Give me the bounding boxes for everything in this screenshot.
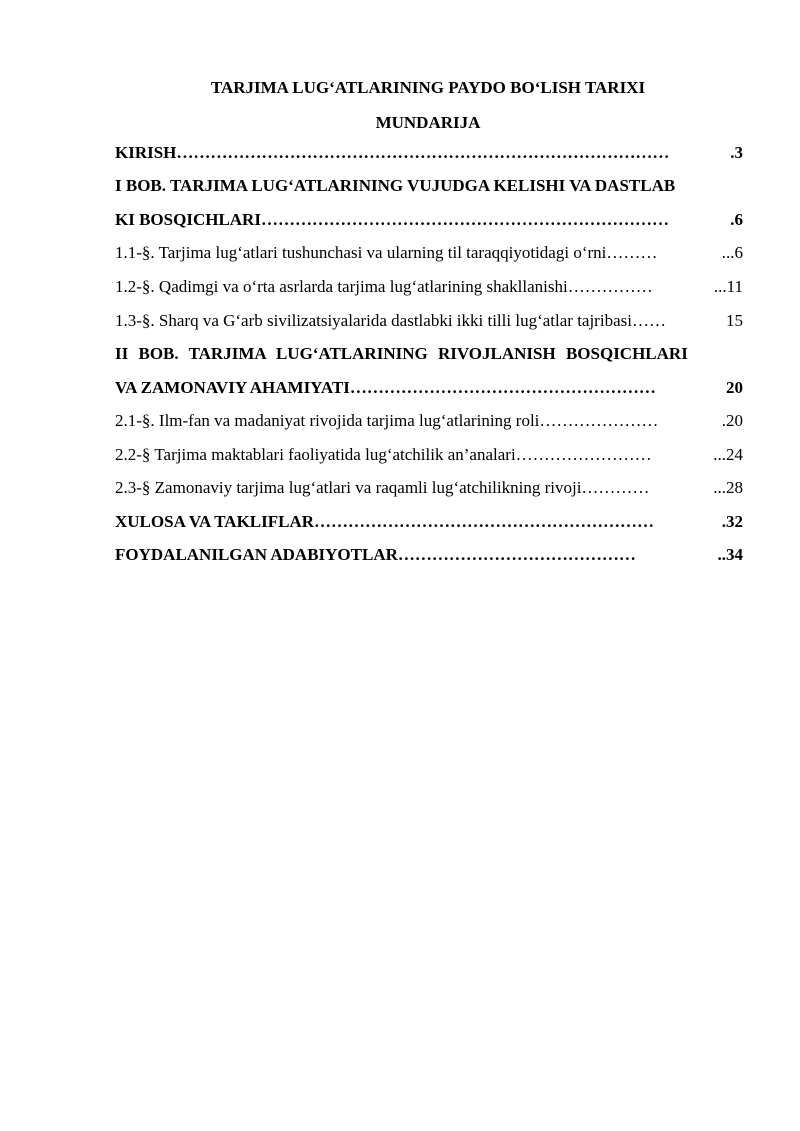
- toc-entry-label: 2.1-§. Ilm-fan va madaniyat rivojida tarjima lug‘atlarining roli: [115, 411, 540, 430]
- toc-page-number: .32: [721, 512, 743, 531]
- toc-heading: MUNDARIJA: [375, 113, 481, 132]
- toc-leader-dots: ……………………………………: [397, 545, 636, 564]
- toc-page-number: ..34: [717, 545, 743, 564]
- toc-entry-label: 2.3-§ Zamonaviy tarjima lug‘atlari va raqamli lug‘atchilikning rivoji: [115, 478, 582, 497]
- toc-leader-dots: ………………………………………………………………: [260, 210, 669, 229]
- toc-entry-label: 1.3-§. Sharq va G‘arb sivilizatsiyalarida dastlabki ikki tilli lug‘atlar tajribasi: [115, 311, 632, 330]
- toc-leader-dots: ………: [606, 243, 658, 262]
- toc-entry-label: XULOSA VA TAKLIFLAR: [115, 512, 315, 531]
- toc-entry-2-3[interactable]: [115, 478, 743, 502]
- toc-page-number: ...24: [713, 445, 743, 464]
- toc-entry-label: FOYDALANILGAN ADABIYOTLAR: [115, 545, 398, 564]
- toc-entry-kirish[interactable]: [115, 143, 743, 167]
- toc-page-number: 20: [726, 378, 743, 397]
- toc-entry-label: KI BOSQICHLARI: [115, 210, 261, 229]
- toc-entry-label: 1.2-§. Qadimgi va o‘rta asrlarda tarjima lug‘atlarining shakllanishi: [115, 277, 568, 296]
- toc-entry-label: 2.2-§ Tarjima maktablari faoliyatida lug‘atchilik an’analari: [115, 445, 516, 464]
- toc-entry-bob1-continued[interactable]: [115, 210, 743, 234]
- toc-leader-dots: ……: [631, 311, 666, 330]
- toc-leader-dots: ………………………………………………: [349, 378, 656, 397]
- toc-page-number: ...6: [721, 243, 743, 262]
- toc-entry-1-3[interactable]: [115, 311, 743, 335]
- toc-leader-dots: ……………………………………………………………………………: [176, 143, 670, 162]
- toc-leader-dots: ……………: [567, 277, 653, 296]
- toc-entry-1-1[interactable]: [115, 243, 743, 267]
- toc-entry-label: 1.1-§. Tarjima lug‘atlari tushunchasi va ularning til taraqqiyotidagi o‘rni: [115, 243, 607, 262]
- toc-page-number: .6: [730, 210, 743, 229]
- toc-entry-label: I BOB. TARJIMA LUG‘ATLARINING VUJUDGA KELISHI VA DASTLAB: [115, 176, 676, 195]
- toc-entry-label: KIRISH: [115, 143, 177, 162]
- toc-entry-xulosa[interactable]: [115, 512, 743, 536]
- toc-leader-dots: …………: [581, 478, 650, 497]
- toc-entry-bob2-title[interactable]: [115, 344, 743, 368]
- toc-entry-adabiyotlar[interactable]: [115, 545, 743, 569]
- document-title: TARJIMA LUG‘ATLARINING PAYDO BO‘LISH TARIXI: [210, 78, 646, 97]
- toc-page-number: .3: [730, 143, 743, 162]
- toc-entry-bob2-continued[interactable]: [115, 378, 743, 402]
- toc-entry-1-2[interactable]: [115, 277, 743, 301]
- toc-page-number: ...11: [713, 277, 743, 296]
- toc-entry-label: II BOB. TARJIMA LUG‘ATLARINING RIVOJLANISH BOSQICHLARI: [115, 344, 688, 363]
- toc-page-number: ...28: [713, 478, 743, 497]
- toc-leader-dots: …………………: [539, 411, 659, 430]
- toc-entry-bob1-title[interactable]: [115, 176, 743, 200]
- toc-leader-dots: ……………………………………………………: [314, 512, 655, 531]
- toc-page-number: .20: [721, 411, 743, 430]
- toc-entry-2-2[interactable]: [115, 445, 743, 469]
- toc-entry-2-1[interactable]: [115, 411, 743, 435]
- toc-entry-label: VA ZAMONAVIY AHAMIYATI: [115, 378, 350, 397]
- toc-leader-dots: ……………………: [515, 445, 652, 464]
- toc-page-number: 15: [726, 311, 743, 330]
